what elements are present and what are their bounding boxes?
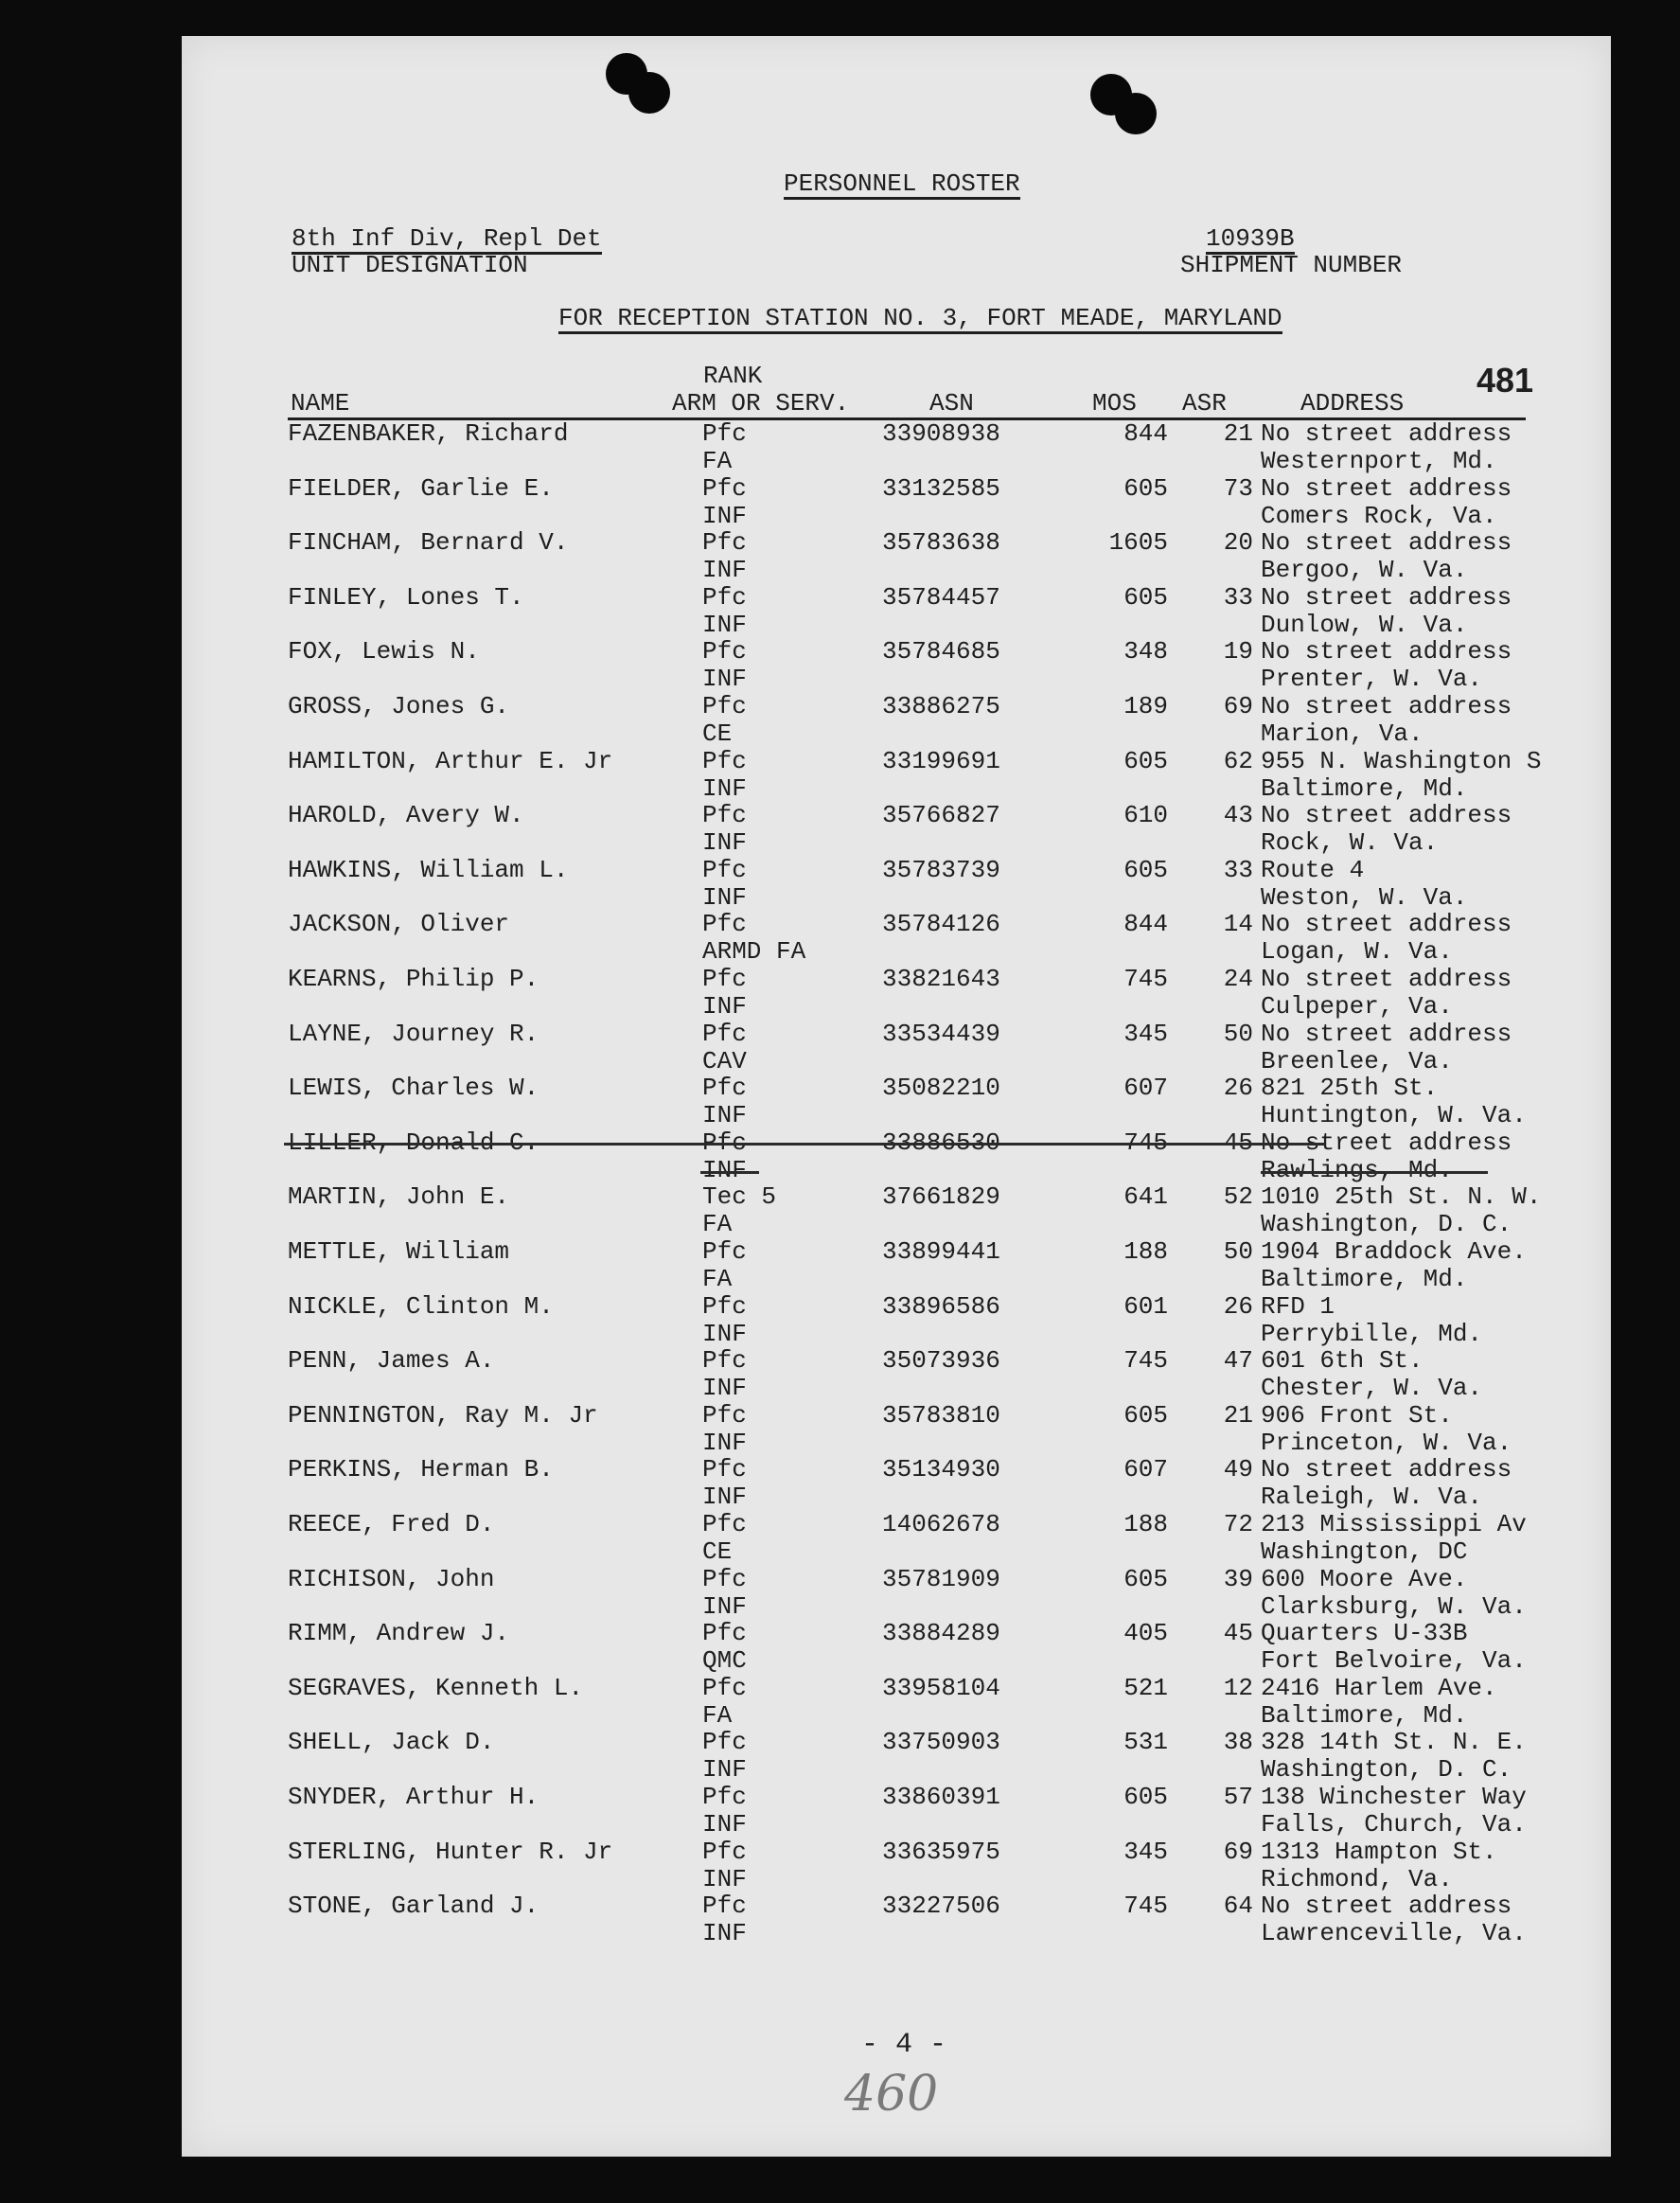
table-row xyxy=(182,1293,1611,1348)
table-row xyxy=(182,1075,1611,1129)
cell-asr: 49 xyxy=(1223,1455,1253,1484)
strikethrough-line xyxy=(284,1143,1325,1146)
cell-address-line1: No street address xyxy=(1261,692,1512,720)
cell-arm-of-service: INF xyxy=(702,992,747,1021)
cell-arm-of-service: FA xyxy=(702,1210,733,1239)
cell-name: FOX, Lewis N. xyxy=(288,637,480,666)
cell-address-line1: No street address xyxy=(1261,473,1512,503)
cell-asn: 35781909 xyxy=(882,1564,1000,1593)
column-header-asr: ASR xyxy=(1182,389,1227,418)
reception-station-line: FOR RECEPTION STATION NO. 3, FORT MEADE, MARYLAND xyxy=(558,304,1282,332)
cell-rank: Pfc xyxy=(702,910,747,939)
cell-arm-of-service: CAV xyxy=(702,1046,747,1075)
cell-arm-of-service: FA xyxy=(702,1700,733,1730)
cell-address-line2: Richmond, Va. xyxy=(1261,1864,1453,1893)
cell-name: KEARNS, Philip P. xyxy=(288,965,539,993)
cell-asn: 33227506 xyxy=(882,1892,1000,1921)
cell-asr: 39 xyxy=(1223,1564,1253,1593)
cell-mos: 605 xyxy=(1123,1564,1168,1593)
cell-rank: Pfc xyxy=(702,801,747,830)
cell-asn: 35783638 xyxy=(882,528,1000,558)
cell-name: HAMILTON, Arthur E. Jr xyxy=(288,746,613,775)
stamp-number: 481 xyxy=(1477,361,1534,400)
cell-address-line1: 600 Moore Ave. xyxy=(1261,1564,1468,1593)
cell-name: GROSS, Jones G. xyxy=(288,692,510,720)
cell-address-line1: Quarters U-33B xyxy=(1261,1619,1468,1648)
table-row xyxy=(182,1729,1611,1784)
cell-asr: 69 xyxy=(1223,692,1253,720)
table-row xyxy=(182,1784,1611,1839)
cell-asr: 43 xyxy=(1223,801,1253,830)
table-row xyxy=(182,1402,1611,1457)
table-row xyxy=(182,1892,1611,1947)
table-row xyxy=(182,1129,1611,1184)
table-row xyxy=(182,1566,1611,1621)
table-row xyxy=(182,1511,1611,1566)
cell-address-line1: No street address xyxy=(1261,910,1512,939)
cell-address-line1: Route 4 xyxy=(1261,855,1365,884)
cell-address-line1: 1313 Hampton St. xyxy=(1261,1837,1497,1866)
cell-address-line2: Washington, D. C. xyxy=(1261,1755,1512,1785)
cell-asr: 33 xyxy=(1223,582,1253,612)
cell-rank: Pfc xyxy=(702,1728,747,1757)
cell-asr: 64 xyxy=(1223,1892,1253,1921)
table-row xyxy=(182,1839,1611,1893)
cell-address-line2: Fort Belvoire, Va. xyxy=(1261,1646,1527,1676)
cell-asn: 33886275 xyxy=(882,692,1000,720)
shipment-number-caption: SHIPMENT NUMBER xyxy=(1180,251,1403,279)
cell-mos: 607 xyxy=(1123,1074,1168,1103)
cell-asn: 33884289 xyxy=(882,1619,1000,1648)
cell-address-line2: Huntington, W. Va. xyxy=(1261,1101,1527,1130)
cell-address-line2: Chester, W. Va. xyxy=(1261,1374,1483,1403)
cell-rank: Pfc xyxy=(702,1455,747,1484)
cell-arm-of-service: INF xyxy=(702,1755,747,1785)
handwritten-number: 460 xyxy=(844,2066,939,2123)
cell-asn: 33908938 xyxy=(882,419,1000,448)
cell-asr: 19 xyxy=(1223,637,1253,666)
cell-arm-of-service: INF xyxy=(702,501,747,530)
column-header-mos: MOS xyxy=(1092,389,1137,418)
cell-asn: 35784126 xyxy=(882,910,1000,939)
cell-arm-of-service: INF xyxy=(702,1101,747,1130)
cell-rank: Pfc xyxy=(702,1673,747,1702)
cell-asn: 33886530 xyxy=(882,1128,1000,1157)
cell-asr: 50 xyxy=(1223,1237,1253,1266)
cell-address-line2: Logan, W. Va. xyxy=(1261,937,1453,967)
cell-mos: 345 xyxy=(1123,1019,1168,1048)
cell-address-line1: 213 Mississippi Av xyxy=(1261,1510,1527,1538)
cell-address-line1: 1904 Braddock Ave. xyxy=(1261,1237,1527,1266)
cell-name: LEWIS, Charles W. xyxy=(288,1074,539,1103)
cell-address-line1: 955 N. Washington S xyxy=(1261,746,1542,775)
cell-asn: 33750903 xyxy=(882,1728,1000,1757)
cell-mos: 348 xyxy=(1123,637,1168,666)
cell-address-line1: 328 14th St. N. E. xyxy=(1261,1728,1527,1757)
cell-arm-of-service: QMC xyxy=(702,1646,747,1676)
cell-arm-of-service: INF xyxy=(702,556,747,585)
cell-name: FAZENBAKER, Richard xyxy=(288,419,569,448)
cell-rank: Pfc xyxy=(702,1837,747,1866)
cell-address-line1: No street address xyxy=(1261,965,1512,993)
cell-arm-of-service: FA xyxy=(702,447,733,475)
table-row xyxy=(182,1456,1611,1511)
cell-mos: 641 xyxy=(1123,1182,1168,1212)
cell-asr: 21 xyxy=(1223,1400,1253,1430)
cell-address-line2: Rock, W. Va. xyxy=(1261,828,1439,858)
table-row xyxy=(182,420,1611,475)
cell-asr: 21 xyxy=(1223,419,1253,448)
cell-arm-of-service: INF xyxy=(702,882,747,912)
punch-hole-left-lower xyxy=(628,72,670,114)
cell-address-line2: Dunlow, W. Va. xyxy=(1261,610,1468,639)
cell-address-line2: Baltimore, Md. xyxy=(1261,1265,1468,1293)
cell-address-line2: Comers Rock, Va. xyxy=(1261,501,1497,530)
cell-rank: Pfc xyxy=(702,1291,747,1321)
column-header-rank-line2: ARM OR SERV. xyxy=(672,389,850,418)
cell-rank: Pfc xyxy=(702,1346,747,1376)
cell-asn: 33860391 xyxy=(882,1783,1000,1811)
cell-arm-of-service: CE xyxy=(702,1537,733,1566)
cell-address-line1: No street address xyxy=(1261,1455,1512,1484)
cell-mos: 745 xyxy=(1123,1128,1168,1157)
cell-rank: Pfc xyxy=(702,1783,747,1811)
cell-address-line2: Rawlings, Md. xyxy=(1261,1155,1453,1184)
cell-asn: 33899441 xyxy=(882,1237,1000,1266)
cell-mos: 745 xyxy=(1123,965,1168,993)
cell-mos: 521 xyxy=(1123,1673,1168,1702)
cell-rank: Pfc xyxy=(702,1564,747,1593)
cell-asr: 20 xyxy=(1223,528,1253,558)
cell-asr: 45 xyxy=(1223,1128,1253,1157)
cell-asr: 33 xyxy=(1223,855,1253,884)
cell-name: PENN, James A. xyxy=(288,1346,495,1376)
cell-asr: 14 xyxy=(1223,910,1253,939)
cell-address-line2: Falls, Church, Va. xyxy=(1261,1810,1527,1839)
cell-arm-of-service: INF xyxy=(702,1864,747,1893)
cell-asn: 33534439 xyxy=(882,1019,1000,1048)
cell-address-line2: Baltimore, Md. xyxy=(1261,773,1468,803)
cell-rank: Pfc xyxy=(702,582,747,612)
cell-name: RICHISON, John xyxy=(288,1564,495,1593)
cell-rank: Pfc xyxy=(702,1019,747,1048)
cell-address-line1: RFD 1 xyxy=(1261,1291,1335,1321)
cell-address-line2: Washington, DC xyxy=(1261,1537,1468,1566)
cell-name: PENNINGTON, Ray M. Jr xyxy=(288,1400,598,1430)
cell-rank: Pfc xyxy=(702,637,747,666)
table-row xyxy=(182,693,1611,748)
cell-name: HAWKINS, William L. xyxy=(288,855,569,884)
cell-name: SHELL, Jack D. xyxy=(288,1728,495,1757)
cell-asn: 35784685 xyxy=(882,637,1000,666)
cell-name: JACKSON, Oliver xyxy=(288,910,510,939)
cell-name: MARTIN, John E. xyxy=(288,1182,510,1212)
cell-address-line2: Perrybille, Md. xyxy=(1261,1319,1483,1348)
cell-rank: Pfc xyxy=(702,746,747,775)
cell-mos: 745 xyxy=(1123,1346,1168,1376)
table-row xyxy=(182,1238,1611,1293)
cell-mos: 531 xyxy=(1123,1728,1168,1757)
strikethrough-line-address xyxy=(1261,1171,1488,1174)
cell-arm-of-service: INF xyxy=(702,828,747,858)
cell-address-line2: Princeton, W. Va. xyxy=(1261,1428,1512,1457)
cell-asn: 33635975 xyxy=(882,1837,1000,1866)
cell-arm-of-service: INF xyxy=(702,1919,747,1948)
cell-address-line1: No street address xyxy=(1261,582,1512,612)
cell-address-line2: Prenter, W. Va. xyxy=(1261,665,1483,694)
cell-address-line1: 906 Front St. xyxy=(1261,1400,1453,1430)
cell-rank: Pfc xyxy=(702,1892,747,1921)
cell-mos: 601 xyxy=(1123,1291,1168,1321)
cell-address-line2: Raleigh, W. Va. xyxy=(1261,1483,1483,1512)
unit-designation-value: 8th Inf Div, Repl Det xyxy=(292,224,602,253)
cell-asr: 72 xyxy=(1223,1510,1253,1538)
cell-address-line2: Westernport, Md. xyxy=(1261,447,1497,475)
cell-rank: Pfc xyxy=(702,1619,747,1648)
cell-asr: 12 xyxy=(1223,1673,1253,1702)
table-row xyxy=(182,802,1611,857)
cell-mos: 605 xyxy=(1123,473,1168,503)
table-row xyxy=(182,638,1611,693)
cell-name: LILLER, Donald C. xyxy=(288,1128,539,1157)
page-title: PERSONNEL ROSTER xyxy=(784,169,1020,198)
cell-asn: 33199691 xyxy=(882,746,1000,775)
page-number: - 4 - xyxy=(861,2029,947,2061)
cell-address-line1: No street address xyxy=(1261,637,1512,666)
shipment-number-value: 10939B xyxy=(1206,224,1295,253)
column-header-name: NAME xyxy=(291,389,350,418)
cell-arm-of-service: INF xyxy=(702,1374,747,1403)
cell-asn: 33896586 xyxy=(882,1291,1000,1321)
cell-arm-of-service: INF xyxy=(702,1483,747,1512)
cell-address-line1: 2416 Harlem Ave. xyxy=(1261,1673,1497,1702)
cell-address-line1: 601 6th St. xyxy=(1261,1346,1424,1376)
cell-asn: 35073936 xyxy=(882,1346,1000,1376)
cell-arm-of-service: INF xyxy=(702,1810,747,1839)
cell-asr: 38 xyxy=(1223,1728,1253,1757)
cell-address-line2: Marion, Va. xyxy=(1261,720,1424,748)
cell-rank: Pfc xyxy=(702,528,747,558)
cell-mos: 405 xyxy=(1123,1619,1168,1648)
cell-arm-of-service: CE xyxy=(702,720,733,748)
cell-asn: 35766827 xyxy=(882,801,1000,830)
cell-arm-of-service: INF xyxy=(702,610,747,639)
cell-asr: 62 xyxy=(1223,746,1253,775)
table-row xyxy=(182,584,1611,639)
cell-name: STERLING, Hunter R. Jr xyxy=(288,1837,613,1866)
cell-address-line1: No street address xyxy=(1261,528,1512,558)
table-row xyxy=(182,1183,1611,1238)
cell-mos: 844 xyxy=(1123,419,1168,448)
cell-asn: 33821643 xyxy=(882,965,1000,993)
cell-name: LAYNE, Journey R. xyxy=(288,1019,539,1048)
cell-rank: Pfc xyxy=(702,855,747,884)
cell-asr: 26 xyxy=(1223,1074,1253,1103)
cell-name: RIMM, Andrew J. xyxy=(288,1619,510,1648)
cell-asr: 24 xyxy=(1223,965,1253,993)
cell-asn: 35783810 xyxy=(882,1400,1000,1430)
cell-rank: Pfc xyxy=(702,1400,747,1430)
table-row xyxy=(182,911,1611,966)
cell-address-line1: No street address xyxy=(1261,1892,1512,1921)
cell-address-line2: Culpeper, Va. xyxy=(1261,992,1453,1021)
cell-asr: 47 xyxy=(1223,1346,1253,1376)
cell-name: FINCHAM, Bernard V. xyxy=(288,528,569,558)
cell-asn: 14062678 xyxy=(882,1510,1000,1538)
unit-designation-caption: UNIT DESIGNATION xyxy=(292,251,528,279)
cell-arm-of-service: INF xyxy=(702,773,747,803)
cell-address-line1: 821 25th St. xyxy=(1261,1074,1439,1103)
cell-rank: Pfc xyxy=(702,1237,747,1266)
cell-mos: 745 xyxy=(1123,1892,1168,1921)
cell-address-line2: Weston, W. Va. xyxy=(1261,882,1468,912)
cell-name: SNYDER, Arthur H. xyxy=(288,1783,539,1811)
cell-address-line2: Washington, D. C. xyxy=(1261,1210,1512,1239)
cell-name: NICKLE, Clinton M. xyxy=(288,1291,554,1321)
cell-asn: 33958104 xyxy=(882,1673,1000,1702)
cell-name: FIELDER, Garlie E. xyxy=(288,473,554,503)
cell-asr: 26 xyxy=(1223,1291,1253,1321)
cell-mos: 605 xyxy=(1123,582,1168,612)
cell-asr: 57 xyxy=(1223,1783,1253,1811)
cell-mos: 610 xyxy=(1123,801,1168,830)
cell-asn: 35783739 xyxy=(882,855,1000,884)
cell-mos: 605 xyxy=(1123,746,1168,775)
punch-hole-right-lower xyxy=(1115,93,1157,134)
cell-asn: 37661829 xyxy=(882,1182,1000,1212)
table-row xyxy=(182,966,1611,1021)
cell-mos: 345 xyxy=(1123,1837,1168,1866)
cell-asr: 45 xyxy=(1223,1619,1253,1648)
cell-rank: Pfc xyxy=(702,1074,747,1103)
table-row xyxy=(182,1021,1611,1075)
cell-name: REECE, Fred D. xyxy=(288,1510,495,1538)
cell-asn: 33132585 xyxy=(882,473,1000,503)
cell-asr: 50 xyxy=(1223,1019,1253,1048)
cell-rank: Tec 5 xyxy=(702,1182,777,1212)
column-header-address: ADDRESS xyxy=(1300,389,1405,418)
cell-mos: 188 xyxy=(1123,1237,1168,1266)
cell-name: HAROLD, Avery W. xyxy=(288,801,524,830)
cell-address-line2: Clarksburg, W. Va. xyxy=(1261,1591,1527,1621)
cell-rank: Pfc xyxy=(702,473,747,503)
cell-rank: Pfc xyxy=(702,692,747,720)
cell-name: SEGRAVES, Kenneth L. xyxy=(288,1673,584,1702)
strikethrough-line-lower xyxy=(700,1171,759,1174)
cell-name: PERKINS, Herman B. xyxy=(288,1455,554,1484)
table-row xyxy=(182,529,1611,584)
cell-rank: Pfc xyxy=(702,965,747,993)
cell-asr: 52 xyxy=(1223,1182,1253,1212)
cell-address-line2: Lawrenceville, Va. xyxy=(1261,1919,1527,1948)
table-row xyxy=(182,748,1611,803)
cell-rank: Pfc xyxy=(702,419,747,448)
cell-arm-of-service: ARMD FA xyxy=(702,937,806,967)
cell-address-line2: Breenlee, Va. xyxy=(1261,1046,1453,1075)
column-header-asn: ASN xyxy=(929,389,974,418)
cell-mos: 1605 xyxy=(1108,528,1168,558)
table-row xyxy=(182,475,1611,530)
cell-asn: 35784457 xyxy=(882,582,1000,612)
cell-arm-of-service: INF xyxy=(702,665,747,694)
cell-address-line1: No street address xyxy=(1261,1019,1512,1048)
roster-page xyxy=(182,36,1611,2157)
table-row xyxy=(182,1347,1611,1402)
cell-arm-of-service: FA xyxy=(702,1265,733,1293)
cell-address-line2: Baltimore, Md. xyxy=(1261,1700,1468,1730)
cell-mos: 189 xyxy=(1123,692,1168,720)
table-row xyxy=(182,1620,1611,1675)
cell-rank: Pfc xyxy=(702,1510,747,1538)
cell-asr: 73 xyxy=(1223,473,1253,503)
cell-mos: 605 xyxy=(1123,855,1168,884)
cell-address-line1: No street address xyxy=(1261,801,1512,830)
column-header-rank-line1: RANK xyxy=(703,362,763,390)
cell-address-line1: No street address xyxy=(1261,419,1512,448)
cell-address-line1: No street address xyxy=(1261,1128,1512,1157)
cell-name: FINLEY, Lones T. xyxy=(288,582,524,612)
cell-asr: 69 xyxy=(1223,1837,1253,1866)
cell-mos: 844 xyxy=(1123,910,1168,939)
cell-mos: 607 xyxy=(1123,1455,1168,1484)
cell-arm-of-service: INF xyxy=(702,1428,747,1457)
cell-mos: 605 xyxy=(1123,1400,1168,1430)
cell-mos: 605 xyxy=(1123,1783,1168,1811)
cell-address-line1: 1010 25th St. N. W. xyxy=(1261,1182,1542,1212)
table-row xyxy=(182,1675,1611,1730)
cell-asn: 35082210 xyxy=(882,1074,1000,1103)
cell-arm-of-service: INF xyxy=(702,1319,747,1348)
cell-address-line1: 138 Winchester Way xyxy=(1261,1783,1527,1811)
cell-address-line2: Bergoo, W. Va. xyxy=(1261,556,1468,585)
cell-name: STONE, Garland J. xyxy=(288,1892,539,1921)
cell-arm-of-service: INF xyxy=(702,1591,747,1621)
cell-asn: 35134930 xyxy=(882,1455,1000,1484)
cell-mos: 188 xyxy=(1123,1510,1168,1538)
cell-arm-of-service: INF xyxy=(702,1155,747,1184)
cell-name: METTLE, William xyxy=(288,1237,510,1266)
cell-rank: Pfc xyxy=(702,1128,747,1157)
table-row xyxy=(182,857,1611,912)
